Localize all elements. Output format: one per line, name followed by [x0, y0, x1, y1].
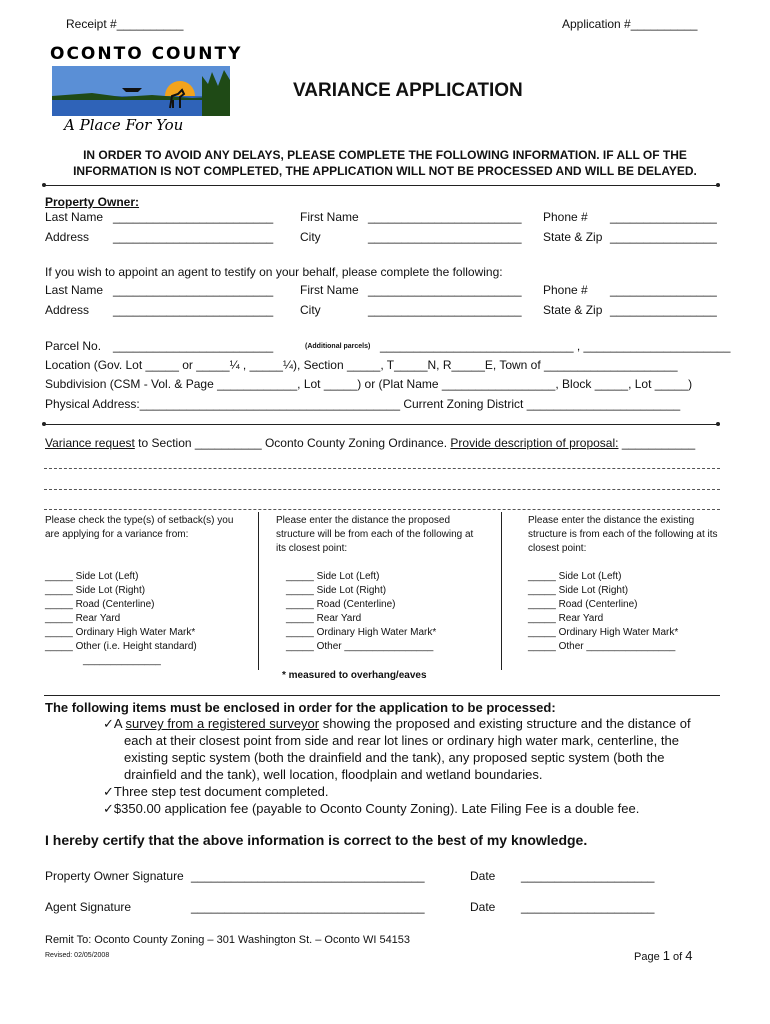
provide-description-label: Provide description of proposal:: [450, 436, 619, 450]
description-line[interactable]: [44, 468, 720, 470]
agent-address-field[interactable]: ________________________: [113, 303, 274, 317]
physical-address-line[interactable]: Physical Address:_______________________________________ Current Zoning District _______________________: [45, 397, 681, 411]
proposed-distance-list[interactable]: [286, 570, 436, 654]
application-number-field[interactable]: Application #__________: [562, 17, 698, 31]
owner-last-name-field[interactable]: ________________________: [113, 210, 274, 224]
page-number: Page 1 of 4: [634, 948, 693, 963]
agent-state-zip-label: State & Zip: [543, 303, 603, 317]
divider-end: [716, 422, 720, 426]
owner-phone-field[interactable]: ________________: [610, 210, 717, 224]
list-item[interactable]: _____ Ordinary High Water Mark*: [286, 627, 437, 638]
list-item[interactable]: _____ Other ________________: [286, 641, 434, 652]
owner-first-name-field[interactable]: _______________________: [368, 210, 522, 224]
check-icon: ✓: [103, 784, 114, 799]
variance-section-text: to Section __________ Oconto County Zoning Ordinance.: [134, 436, 451, 450]
owner-city-field[interactable]: _______________________: [368, 230, 522, 244]
owner-state-zip-field[interactable]: ________________: [610, 230, 717, 244]
owner-state-zip-label: State & Zip: [543, 230, 603, 244]
agent-last-name-field[interactable]: ________________________: [113, 283, 274, 297]
list-item[interactable]: _____ Side Lot (Left): [286, 571, 380, 582]
variance-tail-blank: ___________: [618, 436, 696, 450]
divider: [44, 695, 720, 696]
owner-phone-label: Phone #: [543, 210, 588, 224]
list-item[interactable]: _____ Road (Centerline): [45, 599, 155, 610]
check-icon: ✓: [103, 716, 114, 731]
variance-request-line[interactable]: [45, 436, 695, 450]
subdivision-line[interactable]: Subdivision (CSM - Vol. & Page ____________, Lot _____) or (Plat Name _________________, Block _____, Lot _____): [45, 377, 693, 391]
owner-city-label: City: [300, 230, 321, 244]
owner-signature-field[interactable]: ___________________________________: [191, 869, 425, 883]
revised-date: Revised: 02/05/2008: [45, 952, 110, 959]
list-item[interactable]: _____ Rear Yard: [45, 613, 121, 624]
list-item[interactable]: _____ Side Lot (Left): [528, 571, 622, 582]
enclosed-item-fee: ✓$350.00 application fee (payable to Oconto County Zoning). Late Filing Fee is a double fee.: [103, 801, 640, 816]
existing-distance-list[interactable]: [528, 570, 678, 654]
list-item[interactable]: _____ Other ________________: [528, 641, 676, 652]
list-item[interactable]: _____ Ordinary High Water Mark*: [528, 627, 679, 638]
check-icon: ✓: [103, 801, 114, 816]
list-item[interactable]: _____ Side Lot (Right): [45, 585, 146, 596]
warning-line-1: IN ORDER TO AVOID ANY DELAYS, PLEASE COMPLETE THE FOLLOWING INFORMATION. IF ALL OF THE: [83, 148, 687, 162]
setback-types-heading: Please check the type(s) of setback(s) you are applying for a variance from:: [45, 515, 234, 540]
list-item[interactable]: _____ Side Lot (Left): [45, 571, 139, 582]
survey-requirement-text: survey from a registered surveyor: [125, 716, 320, 731]
parcel-no-field[interactable]: ________________________: [113, 339, 274, 353]
list-item[interactable]: _____ Side Lot (Right): [286, 585, 387, 596]
enclosed-item-three-step: ✓Three step test document completed.: [103, 784, 329, 799]
receipt-number-field[interactable]: Receipt #__________: [66, 17, 184, 31]
agent-city-field[interactable]: _______________________: [368, 303, 522, 317]
divider-end: [716, 183, 720, 187]
description-line[interactable]: [44, 489, 720, 491]
parcel-no-label: Parcel No.: [45, 339, 102, 353]
list-item[interactable]: _____ Road (Centerline): [286, 599, 396, 610]
owner-address-field[interactable]: ________________________: [113, 230, 274, 244]
owner-last-name-label: Last Name: [45, 210, 104, 224]
agent-state-zip-field[interactable]: ________________: [610, 303, 717, 317]
certification-statement: I hereby certify that the above information is correct to the best of my knowledge.: [45, 832, 588, 848]
list-item[interactable]: _____ Side Lot (Right): [528, 585, 629, 596]
owner-address-label: Address: [45, 230, 90, 244]
additional-parcels-field[interactable]: _____________________________ , ______________________: [380, 339, 731, 353]
divider-end: [42, 422, 46, 426]
enclosed-items-heading: The following items must be enclosed in order for the application to be processed:: [45, 700, 556, 715]
column-divider: [501, 512, 502, 670]
list-item[interactable]: _____ Ordinary High Water Mark*: [45, 627, 196, 638]
setback-types-list[interactable]: [45, 570, 197, 668]
list-item[interactable]: _____ Other (i.e. Height standard): [45, 641, 197, 652]
existing-distance-heading: Please enter the distance the existing structure is from each of the following at its closest point:: [528, 515, 718, 554]
survey-detail-line: drainfield and the tank), well location, floodplain and wetland boundaries.: [124, 767, 543, 782]
owner-date-label: Date: [470, 869, 496, 883]
page-title: VARIANCE APPLICATION: [293, 80, 523, 101]
property-owner-heading: Property Owner:: [45, 195, 140, 209]
divider-end: [42, 183, 46, 187]
agent-first-name-field[interactable]: _______________________: [368, 283, 522, 297]
remit-to-address: Remit To: Oconto County Zoning – 301 Washington St. – Oconto WI 54153: [45, 934, 411, 946]
agent-first-name-label: First Name: [300, 283, 359, 297]
logo-scene-image: [52, 66, 230, 116]
survey-detail-line: each at their closest point from side and rear lot lines or ordinary high water mark, centerline, the: [124, 733, 679, 748]
proposed-distance-heading: Please enter the distance the proposed structure will be from each of the following at its closest point:: [276, 515, 474, 554]
agent-phone-field[interactable]: ________________: [610, 283, 717, 297]
agent-intro: If you wish to appoint an agent to testify on your behalf, please complete the following:: [45, 265, 503, 279]
agent-address-label: Address: [45, 303, 90, 317]
overhang-footnote: * measured to overhang/eaves: [282, 670, 427, 681]
list-item[interactable]: _____ Road (Centerline): [528, 599, 638, 610]
agent-date-field[interactable]: ____________________: [521, 900, 655, 914]
agent-signature-label: Agent Signature: [45, 900, 132, 914]
list-item[interactable]: _____ Rear Yard: [286, 613, 362, 624]
owner-date-field[interactable]: ____________________: [521, 869, 655, 883]
description-line[interactable]: [44, 509, 720, 511]
agent-last-name-label: Last Name: [45, 283, 104, 297]
agent-signature-field[interactable]: ___________________________________: [191, 900, 425, 914]
list-item[interactable]: ______________: [83, 655, 161, 666]
additional-parcels-label: (Additional parcels): [305, 343, 371, 350]
agent-city-label: City: [300, 303, 321, 317]
survey-detail-line: existing septic system (both the drainfield and the tank), any proposed septic system (both the: [124, 750, 665, 765]
divider: [44, 185, 720, 186]
location-line[interactable]: Location (Gov. Lot _____ or _____¼ , _____¼), Section _____, T_____N, R_____E, Town of ____________________: [45, 358, 678, 372]
enclosed-item-survey: ✓A survey from a registered surveyor showing the proposed and existing structure and the distance of: [103, 716, 691, 731]
agent-phone-label: Phone #: [543, 283, 588, 297]
list-item[interactable]: _____ Rear Yard: [528, 613, 604, 624]
logo-tagline: A Place For You: [64, 116, 184, 134]
logo-county-name: OCONTO COUNTY: [50, 44, 243, 64]
oconto-county-logo: [50, 44, 243, 134]
column-divider: [258, 512, 259, 670]
warning-line-2: INFORMATION IS NOT COMPLETED, THE APPLICATION WILL NOT BE PROCESSED AND WILL BE DELAYED.: [73, 164, 697, 178]
owner-first-name-label: First Name: [300, 210, 359, 224]
owner-signature-label: Property Owner Signature: [45, 869, 184, 883]
variance-request-label: Variance request: [45, 436, 135, 450]
agent-date-label: Date: [470, 900, 496, 914]
divider: [44, 424, 720, 425]
